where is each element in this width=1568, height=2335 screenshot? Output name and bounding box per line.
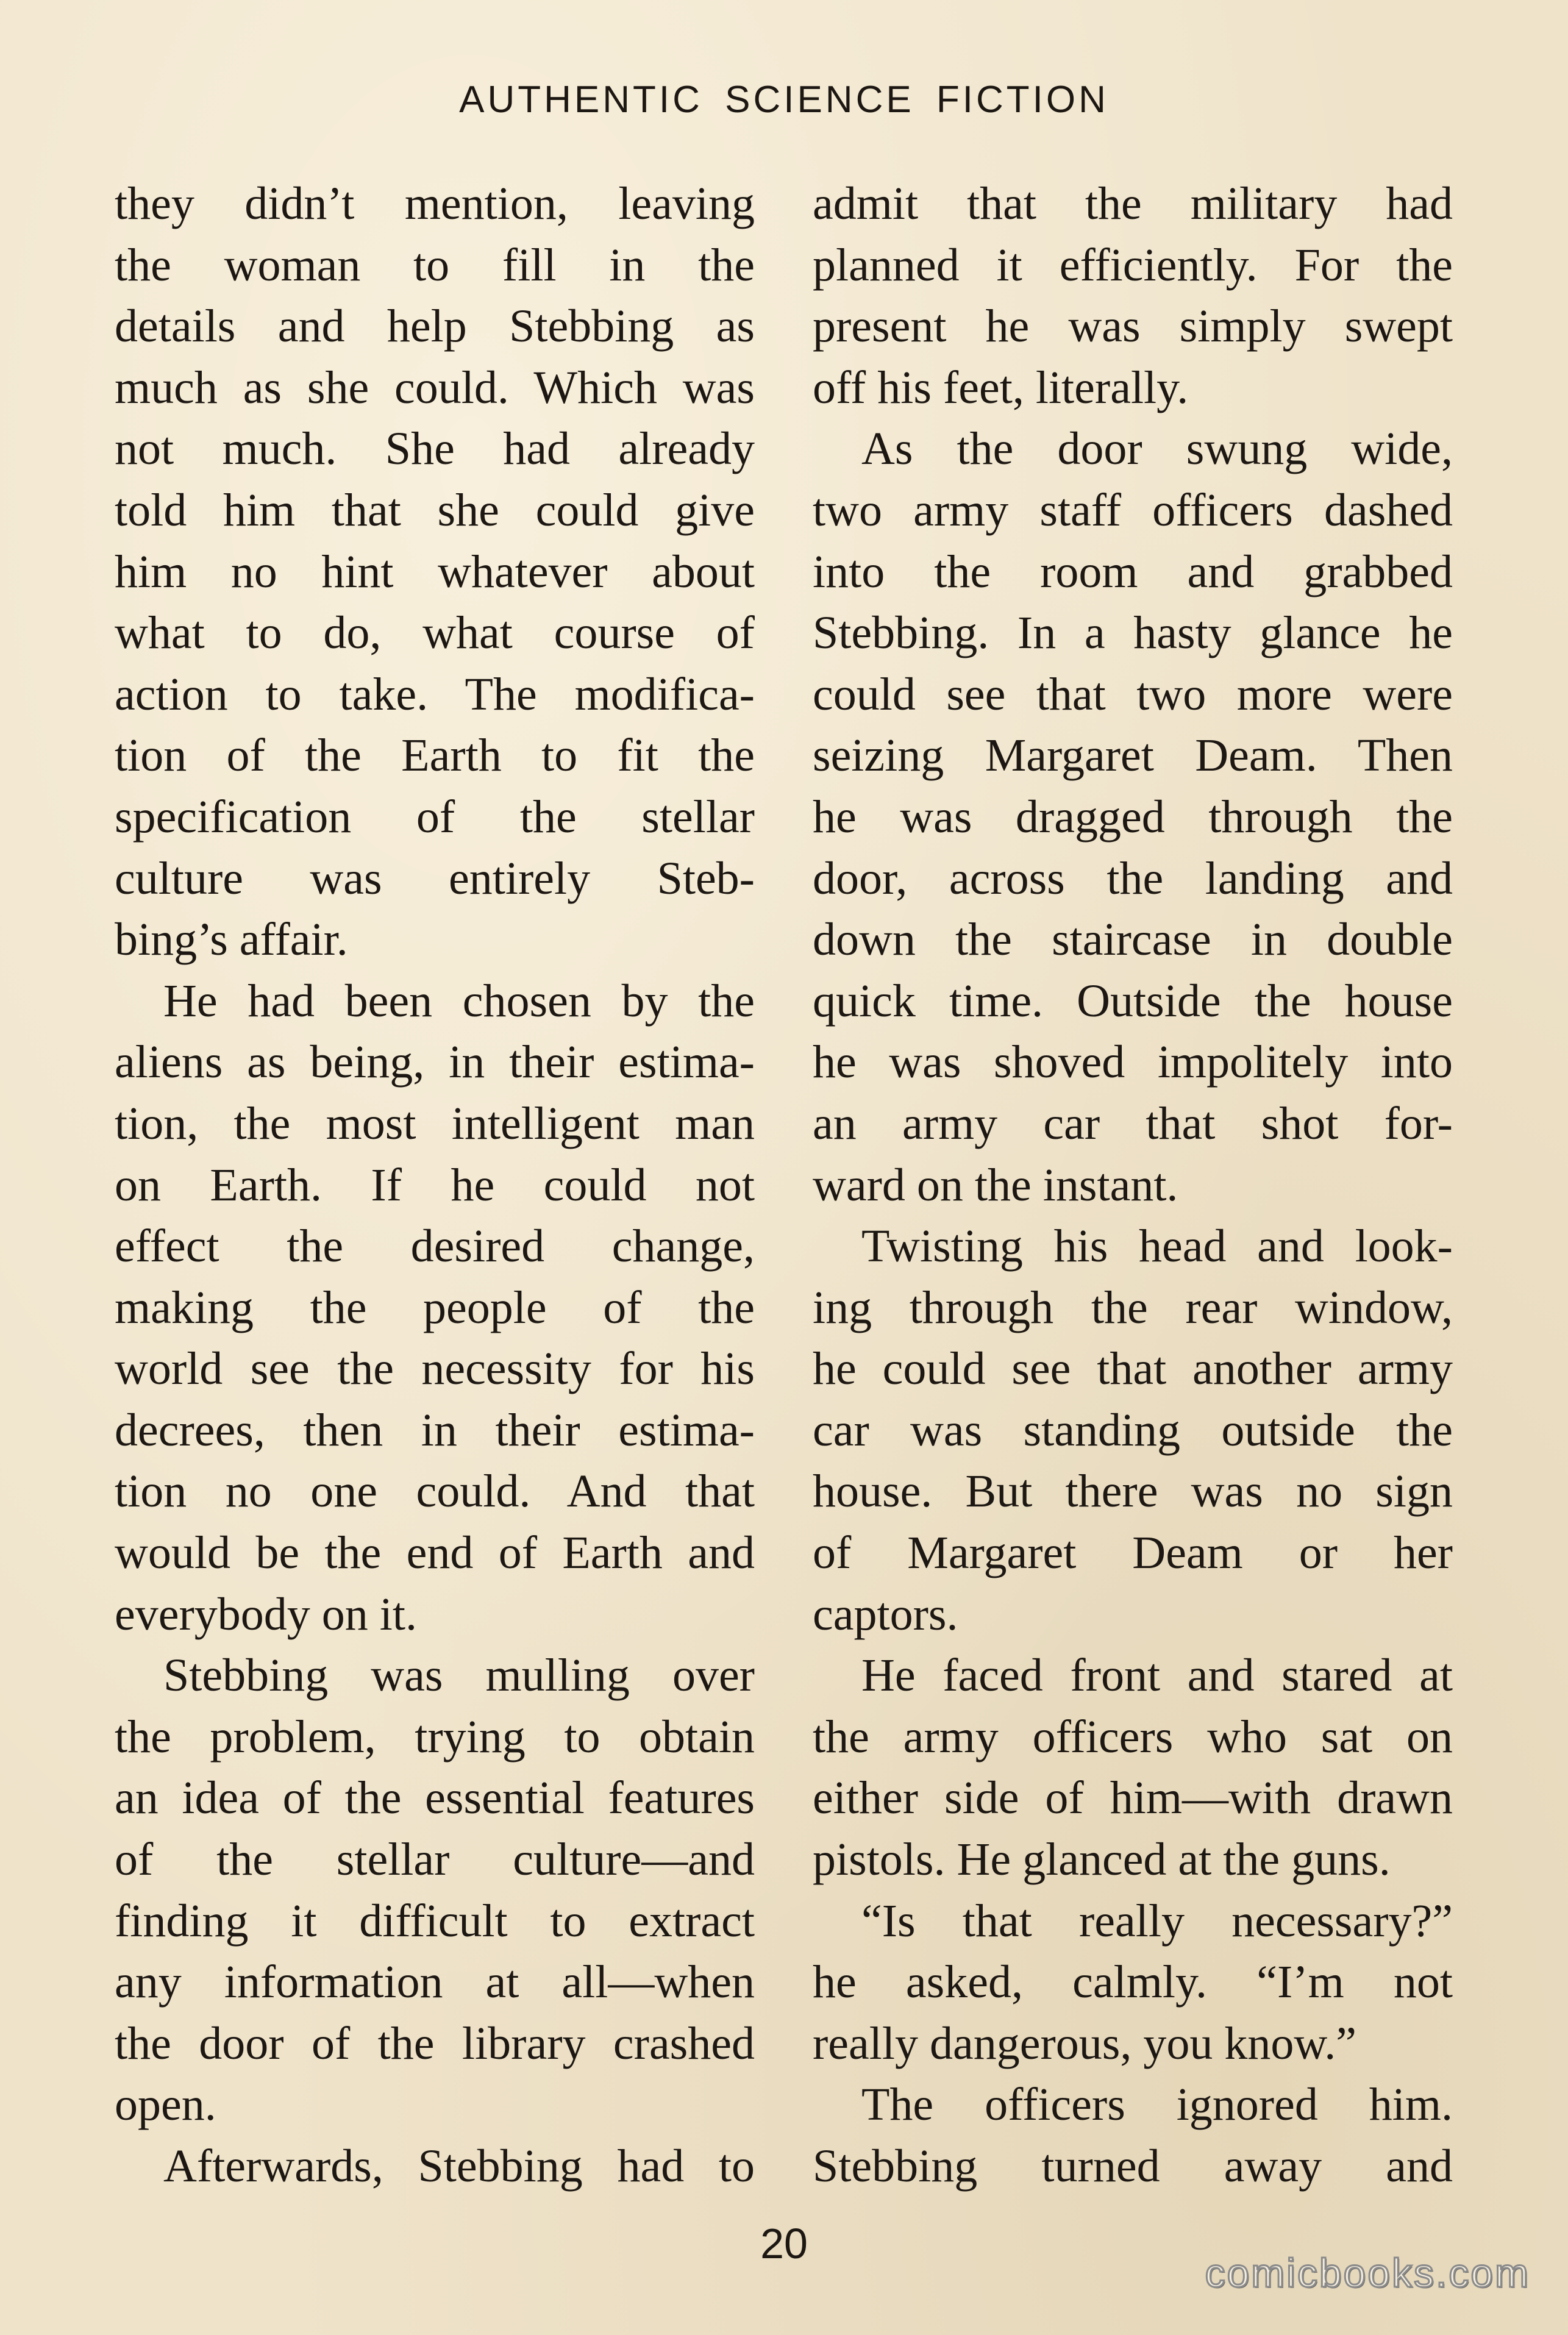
text-line: culture was entirely Steb- xyxy=(115,852,755,904)
text-line: finding it difficult to extract xyxy=(115,1895,755,1947)
text-line: making the people of the xyxy=(115,1282,755,1333)
text-line: they didn’t mention, leaving xyxy=(115,178,755,229)
text-line: an idea of the essential features xyxy=(115,1772,755,1824)
text-line: any information at all—when xyxy=(115,1956,755,2008)
text-line: an army car that shot for- xyxy=(813,1097,1453,1149)
text-line: of the stellar culture—and xyxy=(115,1834,755,1886)
text-line: into the room and grabbed xyxy=(813,546,1453,597)
text-line: quick time. Outside the house xyxy=(813,975,1453,1027)
text-line: tion, the most intelligent man xyxy=(115,1097,755,1149)
text-line: the woman to fill in the xyxy=(115,239,755,291)
text-line: the army officers who sat on xyxy=(813,1711,1453,1763)
text-line: much as she could. Which was xyxy=(115,362,755,413)
text-line: the door of the library crashed xyxy=(115,2017,755,2069)
text-line: Stebbing turned away and xyxy=(813,2141,1453,2192)
text-column-right xyxy=(813,173,1453,2197)
text-line: on Earth. If he could not xyxy=(115,1159,755,1211)
text-line: of Margaret Deam or her xyxy=(813,1527,1453,1579)
text-line: door, across the landing and xyxy=(813,852,1453,904)
text-line: he could see that another army xyxy=(813,1343,1453,1395)
text-line: two army staff officers dashed xyxy=(813,484,1453,536)
text-line: either side of him—with drawn xyxy=(813,1772,1453,1824)
text-line: house. But there was no sign xyxy=(813,1466,1453,1517)
text-line: pistols. He glanced at the guns. xyxy=(813,1834,1391,1886)
text-line: he asked, calmly. “I’m not xyxy=(813,1956,1453,2008)
text-line: He faced front and stared at xyxy=(861,1650,1453,1702)
text-line: Stebbing was mulling over xyxy=(163,1650,755,1702)
text-line: what to do, what course of xyxy=(115,607,755,659)
text-line: really dangerous, you know.” xyxy=(813,2017,1357,2069)
text-line: world see the necessity for his xyxy=(115,1343,755,1395)
text-line: car was standing outside the xyxy=(813,1404,1453,1456)
text-column-left xyxy=(115,173,755,2197)
page-number: 20 xyxy=(760,2220,808,2267)
text-line: planned it efficiently. For the xyxy=(813,239,1453,291)
text-line: seizing Margaret Deam. Then xyxy=(813,730,1453,782)
text-line: action to take. The modifica- xyxy=(115,668,755,720)
text-line: told him that she could give xyxy=(115,484,755,536)
text-line: Twisting his head and look- xyxy=(861,1221,1453,1272)
text-line: “Is that really necessary?” xyxy=(861,1895,1453,1947)
text-line: details and help Stebbing as xyxy=(115,301,755,352)
text-line: effect the desired change, xyxy=(115,1221,755,1272)
text-line: The officers ignored him. xyxy=(861,2079,1453,2131)
running-head: AUTHENTIC SCIENCE FICTION xyxy=(459,79,1109,121)
text-line: tion no one could. And that xyxy=(115,1466,755,1517)
text-line: decrees, then in their estima- xyxy=(115,1404,755,1456)
text-line: captors. xyxy=(813,1588,958,1640)
text-line: specification of the stellar xyxy=(115,791,755,843)
text-line: the problem, trying to obtain xyxy=(115,1711,755,1763)
text-line: he was shoved impolitely into xyxy=(813,1036,1453,1088)
text-line: admit that the military had xyxy=(813,178,1453,229)
text-line: tion of the Earth to fit the xyxy=(115,730,755,782)
text-line: As the door swung wide, xyxy=(861,423,1453,475)
text-line: down the staircase in double xyxy=(813,914,1453,966)
text-line: He had been chosen by the xyxy=(163,975,755,1027)
text-line: bing’s affair. xyxy=(115,914,348,966)
text-line: open. xyxy=(115,2079,216,2131)
text-line: he was dragged through the xyxy=(813,791,1453,843)
text-line: present he was simply swept xyxy=(813,301,1453,352)
text-line: aliens as being, in their estima- xyxy=(115,1036,755,1088)
text-line: not much. She had already xyxy=(115,423,755,475)
watermark-logo: comicbooks.com xyxy=(1205,2250,1530,2295)
text-line: ing through the rear window, xyxy=(813,1282,1453,1333)
text-line: would be the end of Earth and xyxy=(115,1527,755,1579)
text-line: ward on the instant. xyxy=(813,1159,1178,1211)
text-line: Stebbing. In a hasty glance he xyxy=(813,607,1453,659)
text-line: could see that two more were xyxy=(813,668,1453,720)
text-line: him no hint whatever about xyxy=(115,546,755,597)
text-line: everybody on it. xyxy=(115,1588,418,1640)
text-line: off his feet, literally. xyxy=(813,362,1189,413)
text-line: Afterwards, Stebbing had to xyxy=(163,2141,755,2192)
